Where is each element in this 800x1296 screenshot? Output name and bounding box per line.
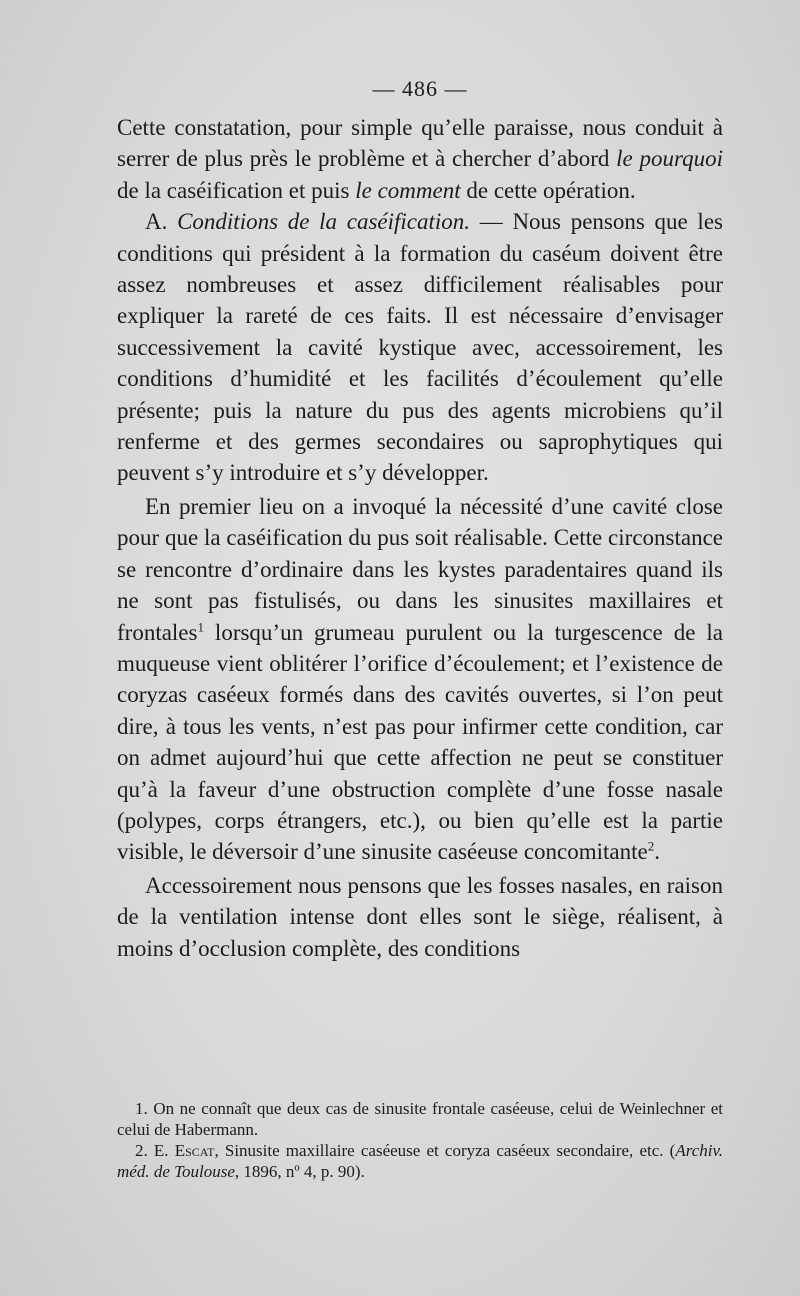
body-text xyxy=(117,112,723,964)
footnote-ref-2: 2 xyxy=(647,838,655,854)
text-run: Accessoirement nous pensons que les fosses nasales, en raison de la ventilation intense dont elles sont le siège, réalisent, à moins d’occlusion complète, des conditions xyxy=(117,872,723,961)
paragraph-2 xyxy=(117,206,723,489)
italic-run: le comment xyxy=(355,177,461,203)
footnote-text: , 1896, nº 4, p. 90). xyxy=(234,1162,365,1181)
text-run: Cette constatation, pour simple qu’elle paraisse, nous conduit à serrer de plus près le problème et à chercher d’abord xyxy=(117,115,723,172)
footnote-text: , Sinusite maxillaire caséeuse et coryza caséeux secondaire, etc. ( xyxy=(214,1141,676,1160)
text-run: — Nous pensons que les conditions qui président à la formation du caséum doivent être assez nombreuses et assez difficilement réalisables pour expliquer la rareté de ces faits. Il est nécessaire d’envisager successivement la cavité kystique avec, accessoirement, les conditions d’humidité et les facilités d’écoulement qu’elle présente; puis la nature du pus des agents microbiens qu’il renferme et des germes secondaires ou saprophytiques qui peuvent s’y introduire et s’y développer. xyxy=(117,209,723,486)
text-run: A. xyxy=(145,209,178,235)
journal-title: Archiv. méd. de Toulouse xyxy=(117,1141,723,1181)
text-run: lorsqu’un grumeau purulent ou la turgescence de la muqueuse vient oblitérer l’orifice d’écoulement; et l’existence de coryzas caséeux formés dans des cavités ouvertes, si l’on peut dire, à tous les vents, n’est pas pour infirmer cette condition, car on admet aujourd’hui que cette affection ne peut se constituer qu’à la faveur d’une obstruction complète d’une fosse nasale (polypes, corps étrangers, etc.), ou bien qu’elle est la partie visible, le déversoir d’une sinusite caséeuse concomitante xyxy=(117,619,723,865)
text-run: de cette opération. xyxy=(460,177,636,203)
footnote-text: 1. On ne connaît que deux cas de sinusite frontale caséeuse, celui de Weinlechner et celui de Habermann. xyxy=(117,1099,723,1139)
footnote-text: 2. E. xyxy=(135,1141,175,1160)
paragraph-1 xyxy=(117,112,723,206)
footnote-ref-1: 1 xyxy=(197,618,204,634)
footnotes xyxy=(117,1098,723,1182)
paragraph-3 xyxy=(117,491,723,868)
text-run: En premier lieu on a invoqué la nécessité d’une cavité close pour que la caséification du pus soit réalisable. Cette circonstance se rencontre d’ordinaire dans les kystes paradentaires quand ils ne sont pas fistulisés, ou dans les sinusites maxillaires et frontales xyxy=(117,493,723,645)
footnote-1 xyxy=(117,1098,723,1140)
text-run: . xyxy=(654,839,660,865)
paragraph-4 xyxy=(117,870,723,964)
section-heading-italic: Conditions de la caséification. xyxy=(177,209,471,235)
author-name: Escat xyxy=(174,1141,215,1160)
text-run: de la caséification et puis xyxy=(117,177,356,203)
italic-run: le pourquoi xyxy=(616,146,723,172)
footnote-2 xyxy=(117,1140,723,1182)
page-number: — 486 — xyxy=(372,76,468,101)
